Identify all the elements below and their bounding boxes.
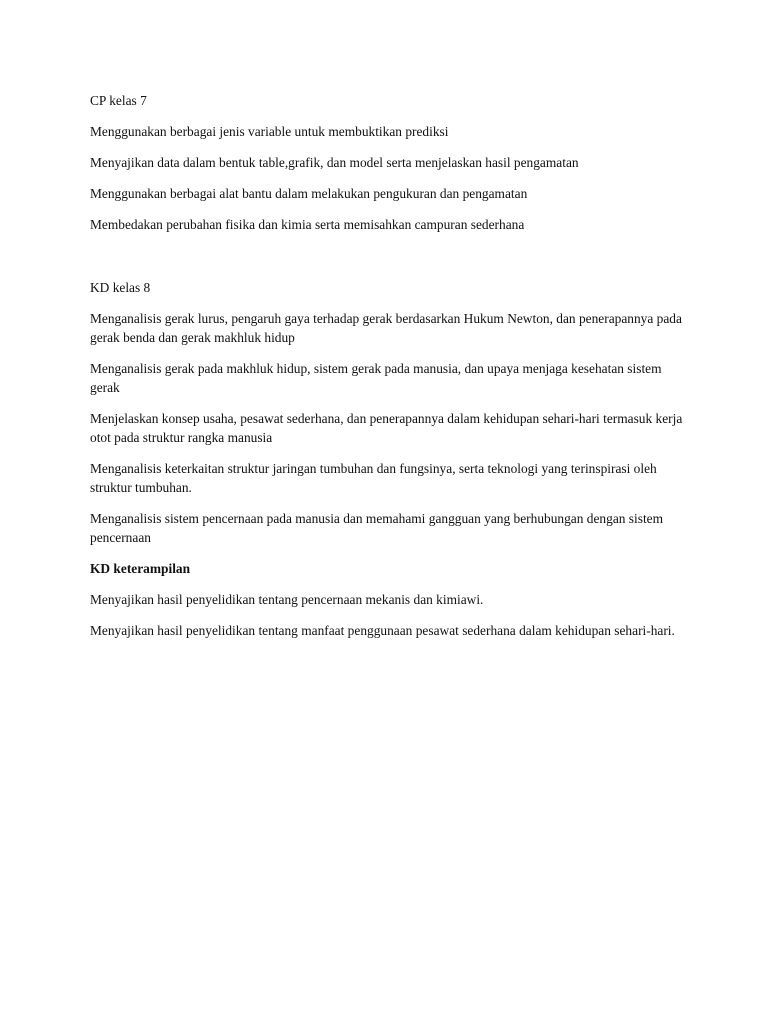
kd-item: Menganalisis keterkaitan struktur jaringan tumbuhan dan fungsinya, serta teknologi yang terinspirasi oleh struktur tumbuhan.: [90, 461, 657, 495]
keterampilan-item: Menyajikan hasil penyelidikan tentang manfaat penggunaan pesawat sederhana dalam kehidupan sehari-hari.: [90, 623, 675, 638]
kd-item: Menganalisis gerak pada makhluk hidup, sistem gerak pada manusia, dan upaya menjaga kesehatan sistem gerak: [90, 361, 662, 395]
cp-item: Menyajikan data dalam bentuk table,grafik, dan model serta menjelaskan hasil pengamatan: [90, 155, 579, 170]
keterampilan-heading: KD keterampilan: [90, 561, 191, 576]
cp-section: [90, 91, 690, 234]
cp-item: Menggunakan berbagai alat bantu dalam melakukan pengukuran dan pengamatan: [90, 186, 528, 201]
keterampilan-item: Menyajikan hasil penyelidikan tentang pencernaan mekanis dan kimiawi.: [90, 592, 484, 607]
cp-item: Menggunakan berbagai jenis variable untuk membuktikan prediksi: [90, 124, 449, 139]
section-spacer: [90, 246, 690, 278]
kd-heading: KD kelas 8: [90, 280, 151, 295]
cp-item: Membedakan perubahan fisika dan kimia serta memisahkan campuran sederhana: [90, 217, 525, 232]
kd-section: [90, 278, 690, 547]
document-body: [90, 91, 690, 652]
kd-item: Menganalisis sistem pencernaan pada manusia dan memahami gangguan yang berhubungan dengan sistem pencernaan: [90, 511, 664, 545]
keterampilan-section: [90, 559, 690, 640]
cp-heading: CP kelas 7: [90, 93, 147, 108]
kd-item: Menganalisis gerak lurus, pengaruh gaya terhadap gerak berdasarkan Hukum Newton, dan penerapannya pada gerak benda dan gerak makhluk hidup: [90, 311, 682, 345]
kd-item: Menjelaskan konsep usaha, pesawat sederhana, dan penerapannya dalam kehidupan sehari-hari termasuk kerja otot pada struktur rangka manusia: [90, 411, 683, 445]
